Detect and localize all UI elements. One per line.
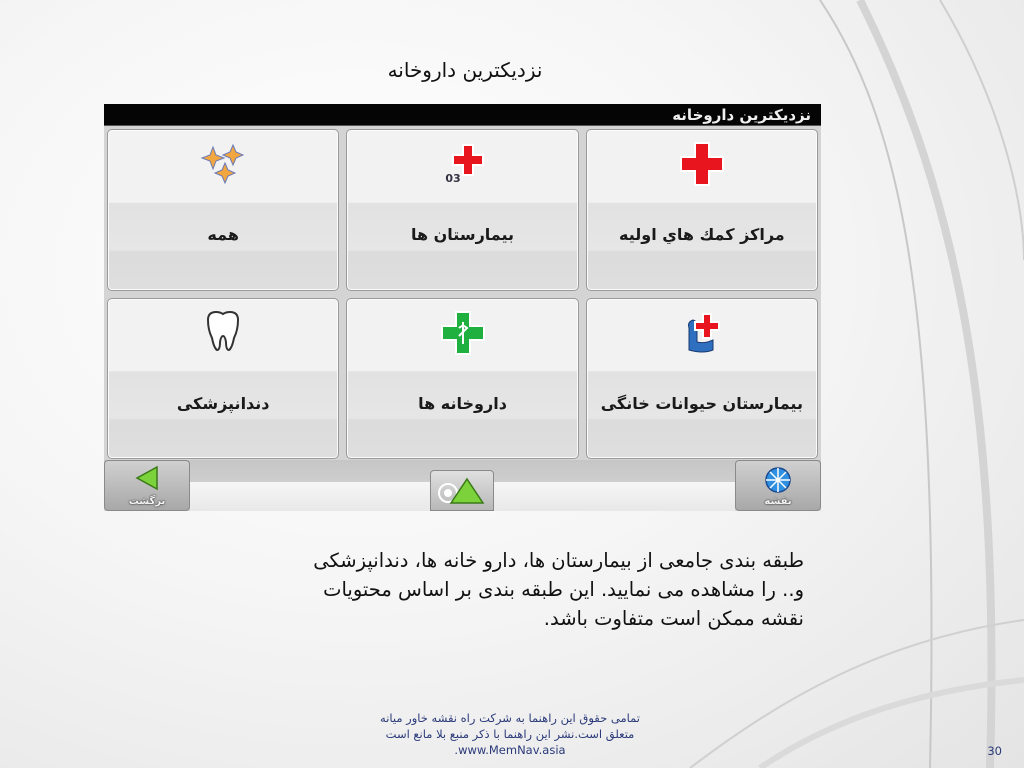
body-line: و.. را مشاهده می نمایید. این طبقه بندی بر اساس محتویات (323, 578, 804, 601)
tile-dentistry[interactable] (107, 298, 339, 460)
slide-footer (330, 710, 690, 758)
tile-label: بیمارستان حیوانات خانگی (600, 393, 803, 413)
footer-link[interactable]: www.MemNav.asia. (454, 743, 566, 757)
tile-hospitals[interactable] (346, 129, 578, 291)
device-screenshot (104, 104, 821, 511)
tile-label: مراکز کمك هاي اوليه (619, 225, 785, 244)
tile-label: همه (207, 225, 239, 244)
body-line: نقشه ممکن است متفاوت باشد. (543, 607, 804, 630)
body-line: طبقه بندی جامعی از بیمارستان ها، دارو خانه ها، دندانپزشکی (313, 549, 804, 572)
category-grid (107, 129, 818, 459)
pet-hospital-icon (587, 309, 817, 357)
tile-all[interactable] (107, 129, 339, 291)
pharmacy-cross-icon (347, 309, 577, 357)
tile-label: داروخانه ها (418, 393, 507, 413)
hospital-badge: 03 (445, 172, 461, 185)
slide-body-text (120, 546, 804, 633)
slide-title: نزدیکترین داروخانه (387, 58, 543, 82)
tile-pharmacies[interactable] (346, 298, 578, 460)
red-cross-icon (587, 140, 817, 188)
navigation-center-button[interactable] (430, 470, 494, 511)
navigation-arrow-icon (437, 475, 487, 507)
back-button[interactable] (104, 460, 190, 511)
map-button-label: نقشه (764, 496, 792, 507)
tooth-icon (108, 309, 338, 357)
tile-label: بیمارستان ها (410, 225, 515, 244)
back-button-label: برگشت (128, 496, 166, 507)
back-arrow-icon (105, 465, 189, 491)
map-button[interactable] (735, 460, 821, 511)
device-bottom-bar (104, 460, 821, 511)
tile-label: دندانپزشکی (176, 393, 270, 413)
device-title-bar: نزدیکترین داروخانه (104, 104, 821, 126)
hospital-03-icon (347, 140, 577, 188)
tile-pet-hospital[interactable] (586, 298, 818, 460)
page-number: 30 (987, 744, 1002, 758)
globe-icon (736, 465, 820, 495)
footer-line: متعلق است.نشر این راهنما با ذکر منبع بلا مانع است (385, 727, 635, 741)
tile-first-aid-centers[interactable] (586, 129, 818, 291)
footer-line: تمامی حقوق این راهنما به شرکت راه نقشه خاور میانه (380, 711, 640, 725)
sparkle-stars-icon (108, 140, 338, 188)
